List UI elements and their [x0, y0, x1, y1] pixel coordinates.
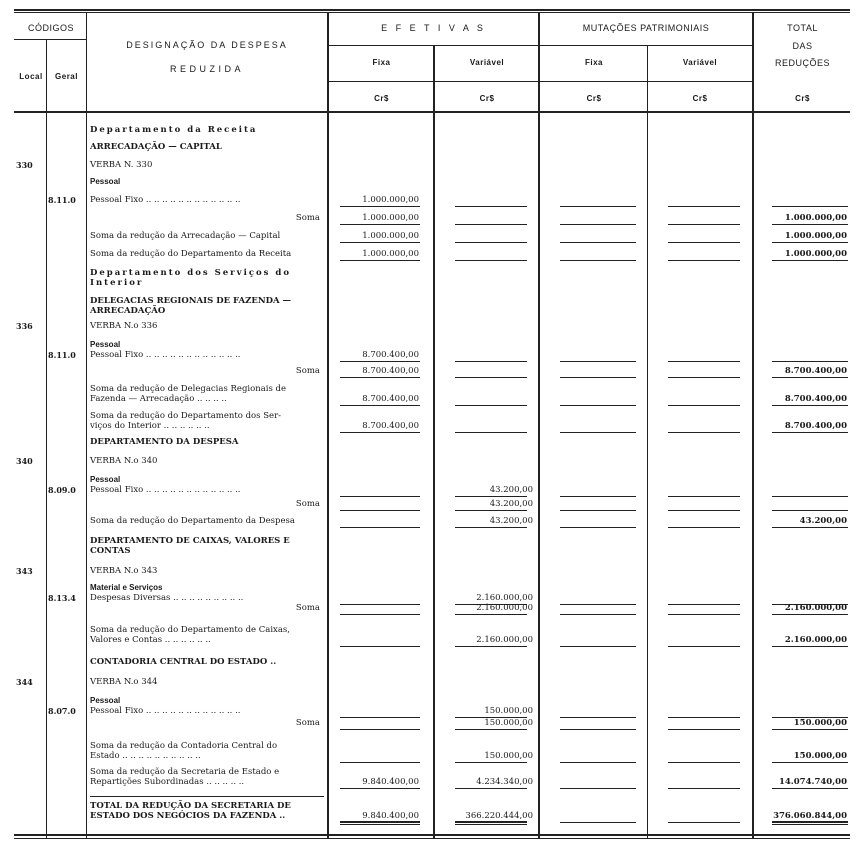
rule-mutacoes-variavel [668, 432, 740, 433]
rule-mutacoes-fixa [560, 206, 636, 207]
rule-mutacoes-variavel [668, 510, 740, 511]
rule-fixa [340, 206, 420, 207]
rule-mutacoes-fixa [560, 224, 636, 225]
row-description: Soma da redução da Secretaria de Estado e [90, 767, 280, 777]
rule-mutacoes-fixa [560, 527, 636, 528]
row-value-variavel: 150.000,00 [484, 718, 533, 728]
header-efetivas: E F E T I V A S [381, 23, 486, 33]
rule-mutacoes-fixa [560, 788, 636, 789]
rule-fixa [340, 788, 420, 789]
rule-variavel [455, 432, 527, 433]
rule-mutacoes-fixa [560, 762, 636, 763]
row-value-total: 2.160.000,00 [784, 603, 847, 613]
header-reduzida: REDUZIDA [169, 64, 244, 74]
header-mutacoes-variavel: Variável [682, 58, 718, 67]
efetivas-rule [328, 45, 752, 46]
row-description: Pessoal Fixo .. .. .. .. .. .. .. .. .. .. .. .. [90, 195, 241, 205]
rule-mutacoes-fixa [560, 822, 636, 823]
rule-mutacoes-variavel [668, 604, 740, 605]
final-double-rule-variavel [455, 821, 527, 822]
rule-fixa [340, 224, 420, 225]
rule-mutacoes-variavel [668, 224, 740, 225]
row-value-fixa: 9.840.400,00 [362, 811, 419, 821]
row-geral-code: 8.13.4 [48, 593, 76, 603]
rule-total [772, 527, 848, 528]
rule-variavel [455, 646, 527, 647]
row-value-variavel: 366.220.444,00 [465, 811, 533, 821]
currency-mutacoes-fixa: Cr$ [586, 94, 602, 103]
rule-total [772, 614, 848, 615]
row-value-variavel: 43.200,00 [489, 485, 533, 495]
rule-fixa [340, 377, 420, 378]
row-geral-code: 8.11.0 [48, 350, 76, 360]
header-efetivas-fixa: Fixa [372, 58, 391, 67]
row-description: VERBA N.o 343 [90, 566, 158, 576]
rule-mutacoes-fixa [560, 405, 636, 406]
row-local-code: 340 [16, 456, 33, 466]
rule-total [772, 242, 848, 243]
rule-variavel [455, 614, 527, 615]
row-description: VERBA N.o 340 [90, 456, 158, 466]
currency-mutacoes-variavel: Cr$ [692, 94, 708, 103]
header-geral: Geral [55, 72, 78, 81]
row-description-line2: Pessoal Fixo .. .. .. .. .. .. .. .. .. .. .. .. [90, 706, 241, 716]
rule-total [772, 260, 848, 261]
row-description: TOTAL DA REDUÇÃO DA SECRETARIA DE [90, 801, 291, 811]
row-value-variavel: 150.000,00 [484, 706, 533, 716]
rule-mutacoes-fixa [560, 614, 636, 615]
rule-variavel [455, 762, 527, 763]
rule-fixa [340, 405, 420, 406]
row-description: Soma da redução de Delegacias Regionais de [90, 384, 287, 394]
rule-mutacoes-variavel [668, 377, 740, 378]
col-rule-var [538, 12, 540, 838]
row-soma-label: Soma [295, 366, 320, 376]
row-description: ARRECADAÇÃO — CAPITAL [90, 142, 222, 152]
row-value-fixa: 1.000.000,00 [362, 231, 419, 241]
col-rule-fixa [433, 46, 435, 838]
rule-mutacoes-fixa [560, 361, 636, 362]
rule-fixa [340, 646, 420, 647]
rule-mutacoes-variavel [668, 206, 740, 207]
row-value-variavel: 43.200,00 [489, 499, 533, 509]
rule-fixa [340, 604, 420, 605]
row-description: Soma da redução da Arrecadação — Capital [90, 231, 281, 241]
row-description: Pessoal [90, 340, 121, 349]
row-description-line2: viços do Interior .. .. .. .. .. .. [90, 421, 210, 431]
row-value-total: 8.700.400,00 [784, 366, 847, 376]
rule-fixa [340, 822, 420, 823]
bottom-rule-inner [14, 838, 850, 839]
rule-mutacoes-variavel [668, 788, 740, 789]
rule-total [772, 432, 848, 433]
rule-fixa [340, 496, 420, 497]
bottom-rule [14, 834, 850, 836]
row-geral-code: 8.11.0 [48, 195, 76, 205]
rule-mutacoes-variavel [668, 614, 740, 615]
top-rule [14, 9, 850, 11]
row-soma-label: Soma [295, 718, 320, 728]
col-rule-local [46, 40, 47, 838]
row-description-line2: Pessoal Fixo .. .. .. .. .. .. .. .. .. .. .. .. [90, 485, 241, 495]
row-local-code: 330 [16, 160, 33, 170]
row-description: Soma da redução do Departamento da Despesa [90, 516, 295, 526]
rule-fixa [340, 432, 420, 433]
row-description-line2: ESTADO DOS NEGÓCIOS DA FAZENDA .. [90, 811, 286, 821]
header-total-l2: DAS [792, 41, 813, 51]
final-double-rule-total [772, 824, 848, 825]
final-double-rule-fixa [340, 821, 420, 822]
row-value-total: 150.000,00 [793, 718, 847, 728]
row-value-total: 1.000.000,00 [784, 249, 847, 259]
row-value-total: 1.000.000,00 [784, 231, 847, 241]
row-description: Material e Serviços [90, 583, 163, 592]
rule-mutacoes-fixa [560, 646, 636, 647]
rule-mutacoes-fixa [560, 377, 636, 378]
rule-fixa [340, 361, 420, 362]
rule-total [772, 646, 848, 647]
rule-total [772, 510, 848, 511]
rule-fixa [340, 260, 420, 261]
row-description-line2: Interior [90, 278, 144, 288]
row-description-line2: CONTAS [90, 546, 131, 556]
rule-mutacoes-fixa [560, 496, 636, 497]
row-description-line2: Fazenda — Arrecadação .. .. .. .. [90, 394, 227, 404]
row-local-code: 344 [16, 677, 33, 687]
rule-mutacoes-fixa [560, 729, 636, 730]
row-soma-label: Soma [295, 213, 320, 223]
row-description: VERBA N.o 344 [90, 677, 158, 687]
col-rule-mfixa [647, 46, 648, 838]
row-description: VERBA N. 330 [90, 160, 153, 170]
row-value-variavel: 2.160.000,00 [476, 593, 533, 603]
rule-fixa [340, 762, 420, 763]
row-description: Pessoal [90, 177, 121, 186]
row-description: DEPARTAMENTO DA DESPESA [90, 437, 239, 447]
subheader-rule [328, 81, 752, 82]
rule-total [772, 729, 848, 730]
rule-variavel [455, 788, 527, 789]
row-description: CONTADORIA CENTRAL DO ESTADO .. [90, 657, 277, 667]
row-value-fixa: 1.000.000,00 [362, 195, 419, 205]
row-value-fixa: 8.700.400,00 [362, 421, 419, 431]
row-value-variavel: 150.000,00 [484, 751, 533, 761]
rule-variavel [455, 729, 527, 730]
rule-total [772, 206, 848, 207]
row-local-code: 336 [16, 321, 33, 331]
row-geral-code: 8.07.0 [48, 706, 76, 716]
row-value-fixa: 8.700.400,00 [362, 366, 419, 376]
rule-mutacoes-variavel [668, 405, 740, 406]
rule-mutacoes-variavel [668, 762, 740, 763]
row-description-line2: Repartições Subordinadas .. .. .. .. .. [90, 777, 245, 787]
rule-fixa [340, 242, 420, 243]
row-value-fixa: 1.000.000,00 [362, 213, 419, 223]
rule-variavel [455, 822, 527, 823]
header-local: Local [19, 72, 43, 81]
row-soma-label: Soma [295, 499, 320, 509]
header-mutacoes-fixa: Fixa [584, 58, 603, 67]
total-separator-rule [90, 796, 324, 797]
row-description-line2: Estado .. .. .. .. .. .. .. .. .. .. [90, 751, 201, 761]
rule-mutacoes-variavel [668, 242, 740, 243]
row-local-code: 343 [16, 566, 33, 576]
final-double-rule-fixa [340, 824, 420, 825]
rule-variavel [455, 242, 527, 243]
rule-fixa [340, 510, 420, 511]
rule-total [772, 405, 848, 406]
row-description: DELEGACIAS REGIONAIS DE FAZENDA — [90, 296, 292, 306]
codigos-rule [14, 39, 87, 40]
rule-variavel [455, 496, 527, 497]
rule-mutacoes-fixa [560, 717, 636, 718]
top-rule-inner [14, 12, 850, 13]
row-value-fixa: 8.700.400,00 [362, 394, 419, 404]
rule-mutacoes-variavel [668, 260, 740, 261]
final-double-rule-total [772, 821, 848, 822]
row-description-line2: ARRECADAÇÃO [90, 306, 166, 316]
row-value-total: 2.160.000,00 [784, 635, 847, 645]
col-rule-desc [327, 12, 329, 838]
rule-fixa [340, 527, 420, 528]
row-description-line2: Despesas Diversas .. .. .. .. .. .. .. .. .. [90, 593, 244, 603]
header-total-l3: REDUÇÕES [774, 58, 830, 68]
header-mutacoes: MUTAÇÕES PATRIMONIAIS [582, 23, 710, 33]
row-description-line2: Valores e Contas .. .. .. .. .. .. [90, 635, 211, 645]
row-description: VERBA N.o 336 [90, 321, 158, 331]
row-description-line2: Pessoal Fixo .. .. .. .. .. .. .. .. .. .. .. .. [90, 350, 241, 360]
rule-total [772, 377, 848, 378]
rule-mutacoes-variavel [668, 646, 740, 647]
rule-variavel [455, 405, 527, 406]
row-value-total: 1.000.000,00 [784, 213, 847, 223]
row-value-variavel: 43.200,00 [489, 516, 533, 526]
row-geral-code: 8.09.0 [48, 485, 76, 495]
rule-mutacoes-variavel [668, 527, 740, 528]
header-efetivas-variavel: Variável [469, 58, 505, 67]
row-value-variavel: 2.160.000,00 [476, 603, 533, 613]
rule-variavel [455, 510, 527, 511]
row-value-fixa: 8.700.400,00 [362, 350, 419, 360]
rule-fixa [340, 717, 420, 718]
rule-fixa [340, 614, 420, 615]
rule-mutacoes-variavel [668, 822, 740, 823]
header-designacao: DESIGNAÇÃO DA DESPESA [126, 40, 288, 50]
row-value-fixa: 9.840.400,00 [362, 777, 419, 787]
rule-mutacoes-fixa [560, 510, 636, 511]
rule-mutacoes-fixa [560, 260, 636, 261]
rule-mutacoes-fixa [560, 242, 636, 243]
row-value-total: 8.700.400,00 [784, 421, 847, 431]
row-description: DEPARTAMENTO DE CAIXAS, VALORES E [90, 536, 290, 546]
row-description: Departamento da Receita [90, 125, 258, 135]
row-value-variavel: 4.234.340,00 [476, 777, 533, 787]
currency-efetivas-fixa: Cr$ [374, 94, 389, 103]
rule-total [772, 822, 848, 823]
rule-variavel [455, 361, 527, 362]
row-value-total: 8.700.400,00 [784, 394, 847, 404]
header-bottom-rule [14, 111, 850, 113]
row-description: Pessoal [90, 696, 121, 705]
row-value-total: 14.074.740,00 [778, 777, 847, 787]
row-value-fixa: 1.000.000,00 [362, 249, 419, 259]
row-soma-label: Soma [295, 603, 320, 613]
col-rule-mvar [752, 12, 754, 838]
rule-total [772, 361, 848, 362]
rule-mutacoes-fixa [560, 432, 636, 433]
currency-total: Cr$ [795, 94, 810, 103]
row-description: Pessoal [90, 475, 121, 484]
row-value-variavel: 2.160.000,00 [476, 635, 533, 645]
rule-variavel [455, 527, 527, 528]
rule-variavel [455, 260, 527, 261]
row-value-total: 43.200,00 [799, 516, 847, 526]
rule-variavel [455, 377, 527, 378]
col-rule-geral [86, 12, 87, 838]
header-total-l1: TOTAL [787, 23, 818, 33]
row-description: Soma da redução do Departamento dos Ser- [90, 411, 282, 421]
final-double-rule-variavel [455, 824, 527, 825]
rule-mutacoes-variavel [668, 496, 740, 497]
row-description: Soma da redução do Departamento de Caixas, [90, 625, 290, 635]
row-description: Departamento dos Serviços do [90, 268, 292, 278]
rule-fixa [340, 729, 420, 730]
rule-total [772, 496, 848, 497]
rule-mutacoes-variavel [668, 717, 740, 718]
rule-total [772, 224, 848, 225]
rule-variavel [455, 224, 527, 225]
rule-total [772, 762, 848, 763]
row-value-total: 150.000,00 [793, 751, 847, 761]
row-description: Soma da redução da Contadoria Central do [90, 741, 278, 751]
rule-mutacoes-variavel [668, 361, 740, 362]
header-codigos: CÓDIGOS [27, 23, 74, 33]
rule-variavel [455, 206, 527, 207]
rule-mutacoes-variavel [668, 729, 740, 730]
currency-efetivas-variavel: Cr$ [479, 94, 495, 103]
rule-mutacoes-fixa [560, 604, 636, 605]
row-value-total: 376.060.844,00 [773, 811, 847, 821]
rule-total [772, 788, 848, 789]
row-description: Soma da redução do Departamento da Receita [90, 249, 292, 259]
